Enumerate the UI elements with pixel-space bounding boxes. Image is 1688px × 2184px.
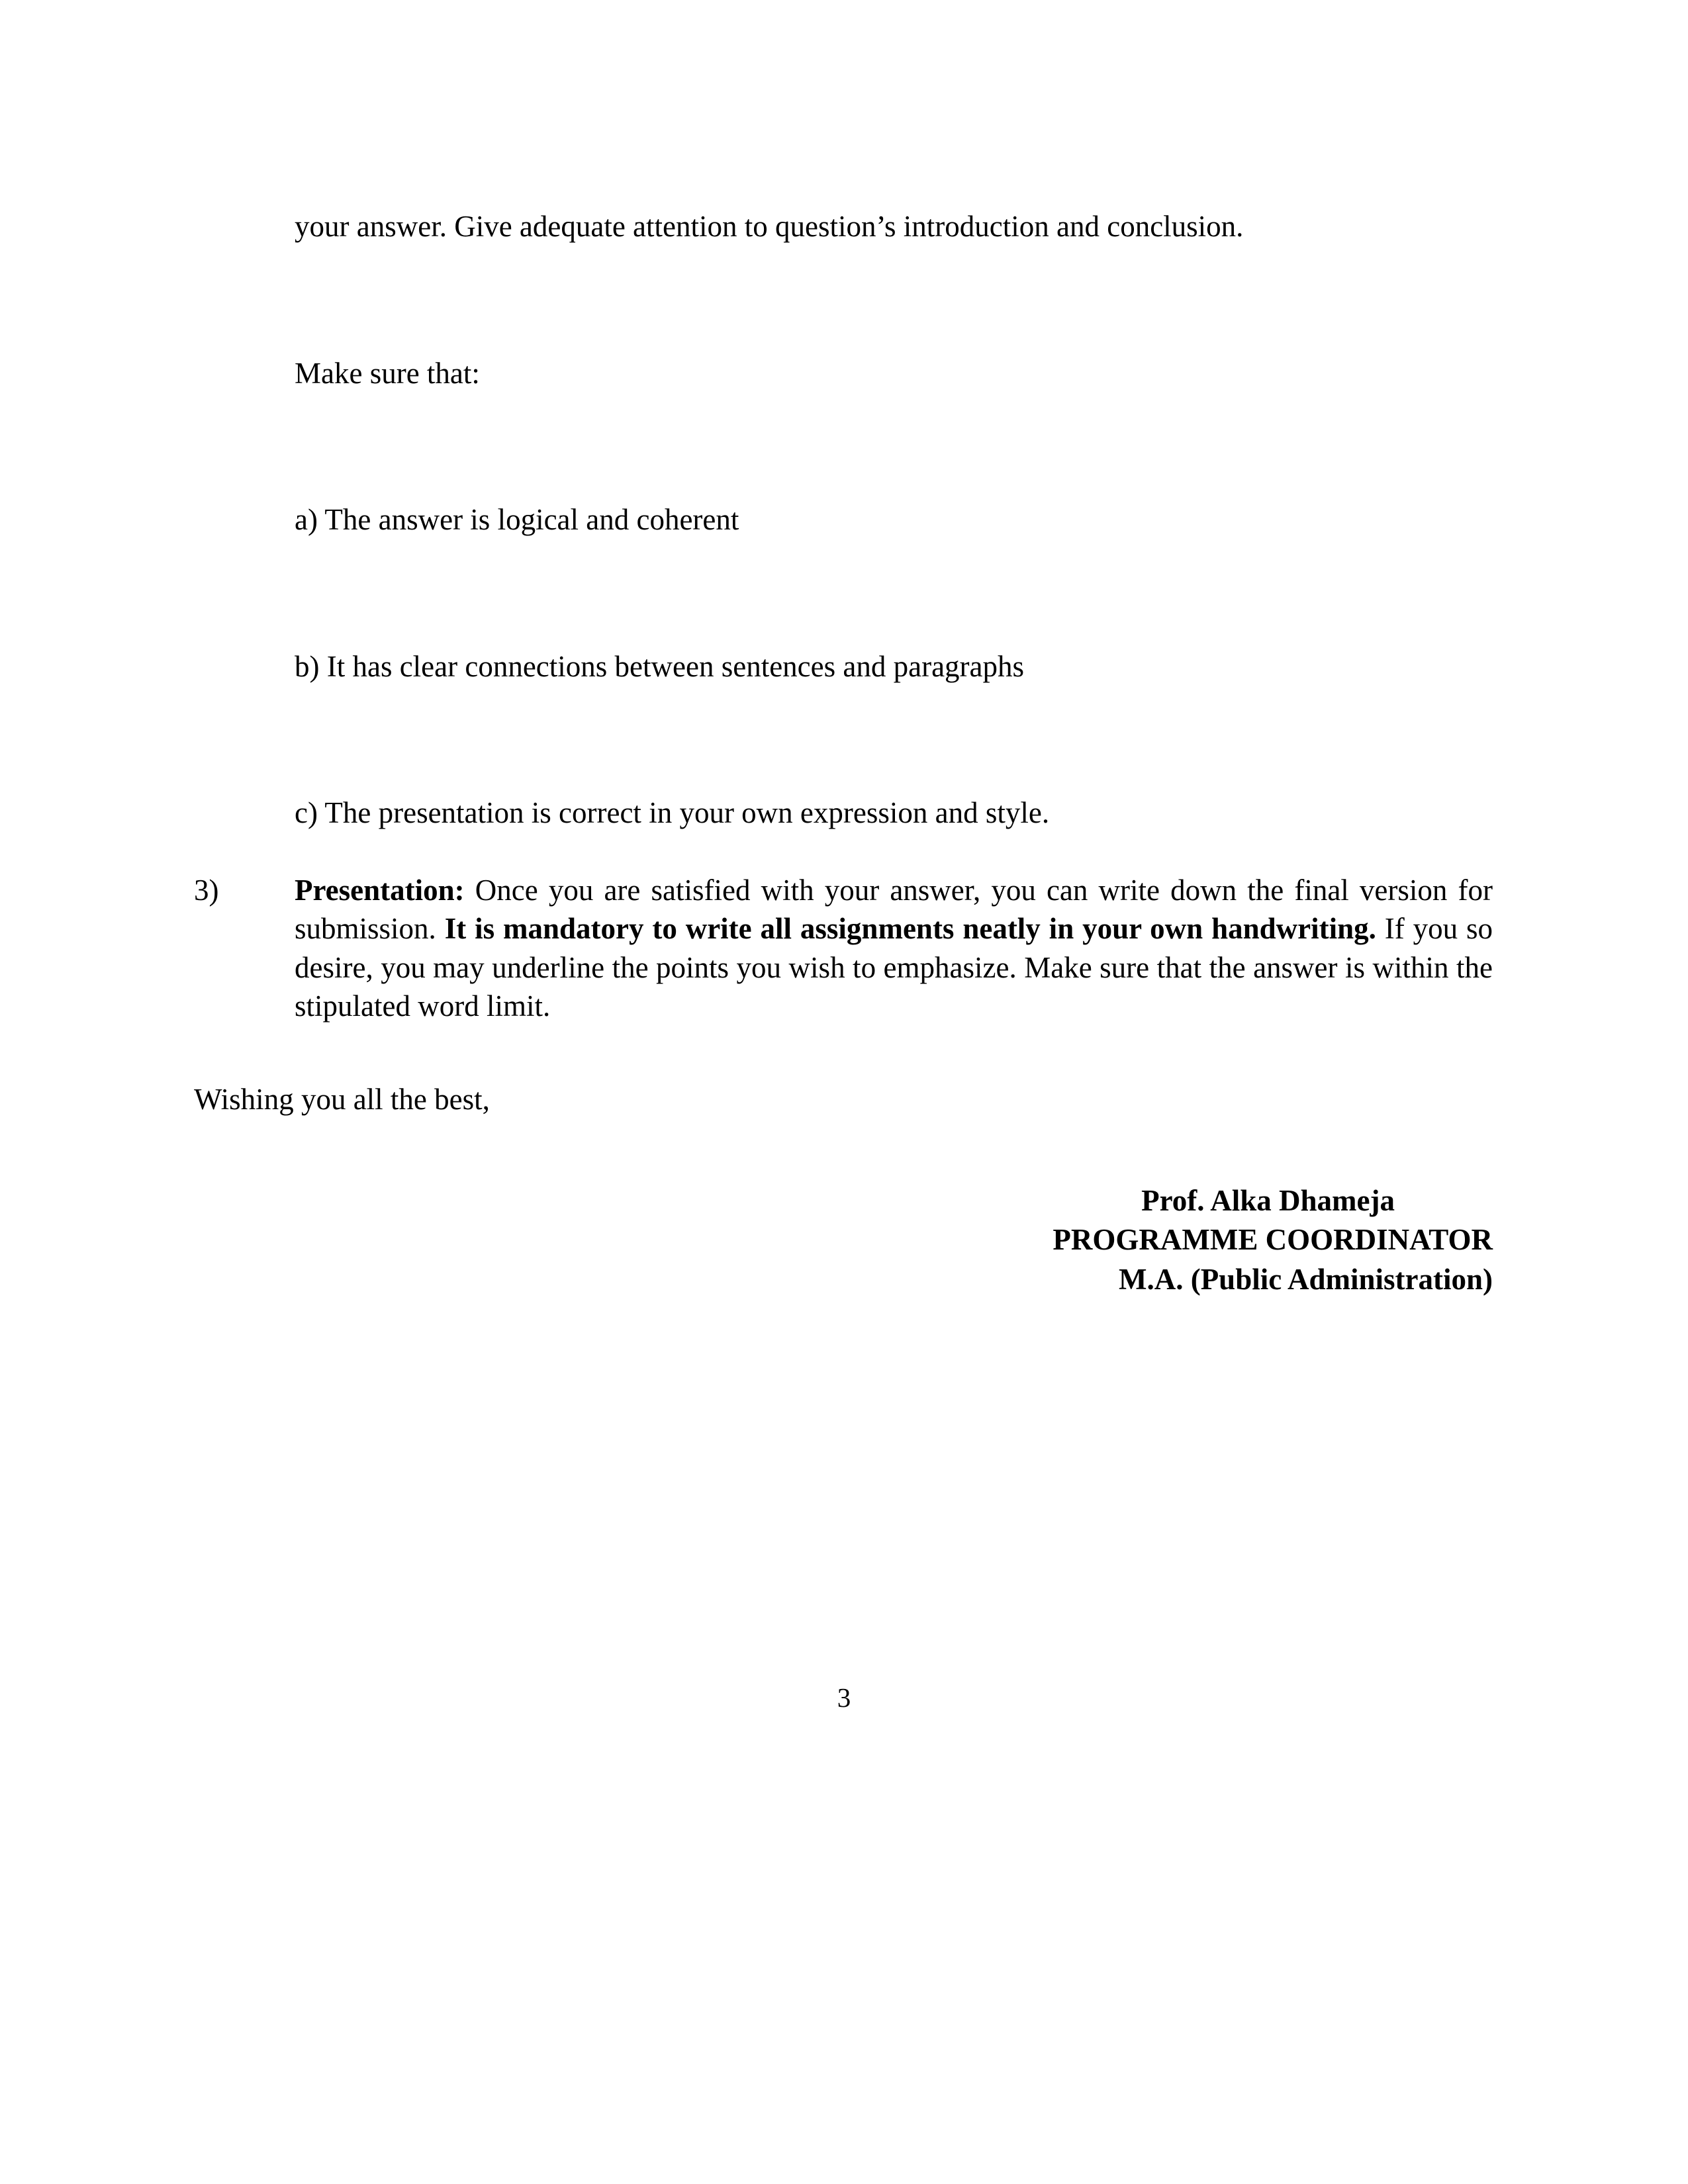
signature-name: Prof. Alka Dhameja [1141, 1184, 1395, 1217]
page-number: 3 [837, 1682, 851, 1713]
presentation-heading: Presentation: [295, 873, 465, 907]
page-content [194, 177, 1493, 1299]
presentation-mandatory-emphasis: It is mandatory to write all assignments neatly in your own handwriting. [444, 912, 1376, 945]
paragraph-spacer [194, 422, 1493, 471]
presentation-text-part-2: If you so desire, you may underline the points you wish to emphasize. Make sure that the answer is within the stipulated word limit. [295, 912, 1493, 1023]
paragraph-spacer [194, 276, 1493, 324]
intro-paragraph: your answer. Give adequate attention to question’s introduction and conclusion. [295, 210, 1244, 243]
presentation-text-part-1: Once you are satisfied with your answer, you can write down the final version for submission. [295, 873, 1493, 945]
paragraph-spacer [194, 569, 1493, 617]
numbered-item-3 [194, 871, 1493, 1026]
closing-line: Wishing you all the best, [194, 1082, 490, 1116]
make-sure-lead-in: Make sure that: [295, 356, 480, 390]
checklist-item-a: a) The answer is logical and coherent [295, 503, 739, 536]
checklist-item-b: b) It has clear connections between sentences and paragraphs [295, 649, 1025, 683]
presentation-paragraph [295, 871, 1493, 1026]
checklist-item-c: c) The presentation is correct in your own expression and style. [295, 796, 1050, 829]
signature-role: PROGRAMME COORDINATOR [1053, 1223, 1493, 1257]
signature-block [194, 1181, 1493, 1299]
paragraph-spacer [194, 715, 1493, 764]
signature-programme: M.A. (Public Administration) [1118, 1262, 1493, 1296]
list-marker-3: 3) [194, 873, 219, 907]
